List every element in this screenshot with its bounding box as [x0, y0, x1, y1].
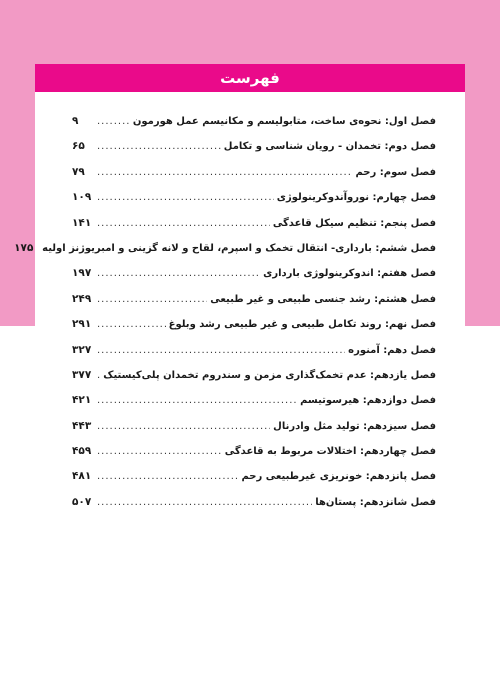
- toc-row[interactable]: [72, 217, 436, 242]
- toc-page-number: ۴۵۹: [72, 445, 92, 458]
- toc-dot-leader: [97, 116, 130, 127]
- toc-row[interactable]: [72, 191, 436, 216]
- toc-row[interactable]: [72, 166, 436, 191]
- toc-chapter-title: فصل دوازدهم: هیرسوتیسم: [300, 395, 436, 407]
- toc-page-number: ۲۴۹: [72, 292, 92, 305]
- toc-row[interactable]: [72, 267, 436, 292]
- toc-row[interactable]: [72, 293, 436, 318]
- toc-dot-leader: [97, 395, 297, 406]
- toc-row[interactable]: [72, 394, 436, 419]
- toc-row[interactable]: [72, 318, 436, 343]
- toc-page-number: ۳۷۷: [72, 368, 92, 381]
- left-pink-band: [0, 64, 35, 326]
- toc-row[interactable]: [72, 369, 436, 394]
- header-bar: [35, 64, 465, 92]
- toc-chapter-title: فصل دوم: تخمدان - رویان شناسی و تکامل: [223, 141, 436, 153]
- toc-page-number: ۶۵: [72, 140, 85, 153]
- toc-row[interactable]: [72, 344, 436, 369]
- toc-dot-leader: [97, 319, 166, 330]
- toc-chapter-title: فصل چهارم: نوروآندوکرینولوژی: [276, 192, 436, 204]
- top-pink-band: [0, 0, 500, 64]
- toc-page-number: ۵۰۷: [72, 495, 92, 508]
- toc-page-number: ۴۲۱: [72, 394, 92, 407]
- toc-dot-leader: [97, 370, 100, 381]
- toc-page-number: ۲۹۱: [72, 318, 92, 331]
- toc-chapter-title: فصل سیزدهم: تولید مثل وادرنال: [273, 420, 436, 432]
- toc-dot-leader: [97, 218, 270, 229]
- toc-chapter-title: فصل یازدهم: عدم تخمک‌گذاری مزمن و سندروم تخمدان پلی‌کیستیک: [103, 369, 436, 381]
- toc-chapter-title: فصل سوم: رحم: [355, 166, 436, 178]
- toc-dot-leader: [97, 167, 352, 178]
- toc-row[interactable]: [72, 470, 436, 495]
- toc-page-number: ۴۴۳: [72, 419, 92, 432]
- toc-page-number: ۷۹: [72, 165, 85, 178]
- toc-page-number: ۱۷۵: [14, 241, 34, 254]
- toc-row[interactable]: [72, 140, 436, 165]
- toc-dot-leader: [97, 497, 312, 508]
- toc-row[interactable]: [72, 420, 436, 445]
- toc-chapter-title: فصل هفتم: اندوکرینولوژی بارداری: [263, 268, 436, 280]
- toc-page-number: ۱۴۱: [72, 216, 92, 229]
- toc-dot-leader: [97, 294, 207, 305]
- toc-page-number: ۱۹۷: [72, 267, 92, 280]
- toc-chapter-title: فصل اول: نحوه‌ی ساخت، متابولیسم و مکانیسم عمل هورمون: [132, 116, 436, 127]
- toc-chapter-title: فصل دهم: آمنوره: [348, 344, 436, 356]
- toc-dot-leader: [97, 446, 222, 457]
- toc-chapter-title: فصل شانزدهم: پستان‌ها: [315, 496, 436, 508]
- page-title: فهرست: [220, 69, 280, 87]
- toc-chapter-title: فصل پنجم: تنظیم سیکل قاعدگی: [272, 217, 436, 229]
- right-pink-band: [465, 64, 500, 326]
- toc-dot-leader: [97, 141, 221, 152]
- toc-chapter-title: فصل ششم: بارداری- انتقال تخمک و اسپرم، لقاح و لانه گزینی و امبریوژنز اولیه: [42, 242, 436, 254]
- toc-row[interactable]: [72, 115, 436, 140]
- toc-dot-leader: [97, 345, 345, 356]
- toc-dot-leader: [97, 421, 270, 432]
- toc-dot-leader: [97, 268, 260, 279]
- toc-chapter-title: فصل چهاردهم: اختلالات مربوط به قاعدگی: [224, 446, 436, 458]
- toc-dot-leader: [97, 192, 274, 203]
- toc-chapter-title: فصل هشتم: رشد جنسی طبیعی و غیر طبیعی: [210, 293, 436, 305]
- toc-page-number: ۳۲۷: [72, 343, 92, 356]
- toc-page-number: ۹: [72, 115, 79, 127]
- toc-page-number: ۴۸۱: [72, 470, 92, 483]
- toc-row[interactable]: [72, 445, 436, 470]
- toc-dot-leader: [97, 471, 238, 482]
- toc-chapter-title: فصل نهم: روند تکامل طبیعی و غیر طبیعی رشد وبلوغ: [168, 319, 436, 331]
- toc-chapter-title: فصل پانزدهم: خونریزی غیرطبیعی رحم: [241, 471, 436, 483]
- table-of-contents: [14, 115, 436, 521]
- toc-page-number: ۱۰۹: [72, 191, 92, 204]
- toc-row[interactable]: [72, 496, 436, 521]
- toc-row[interactable]: [14, 241, 436, 267]
